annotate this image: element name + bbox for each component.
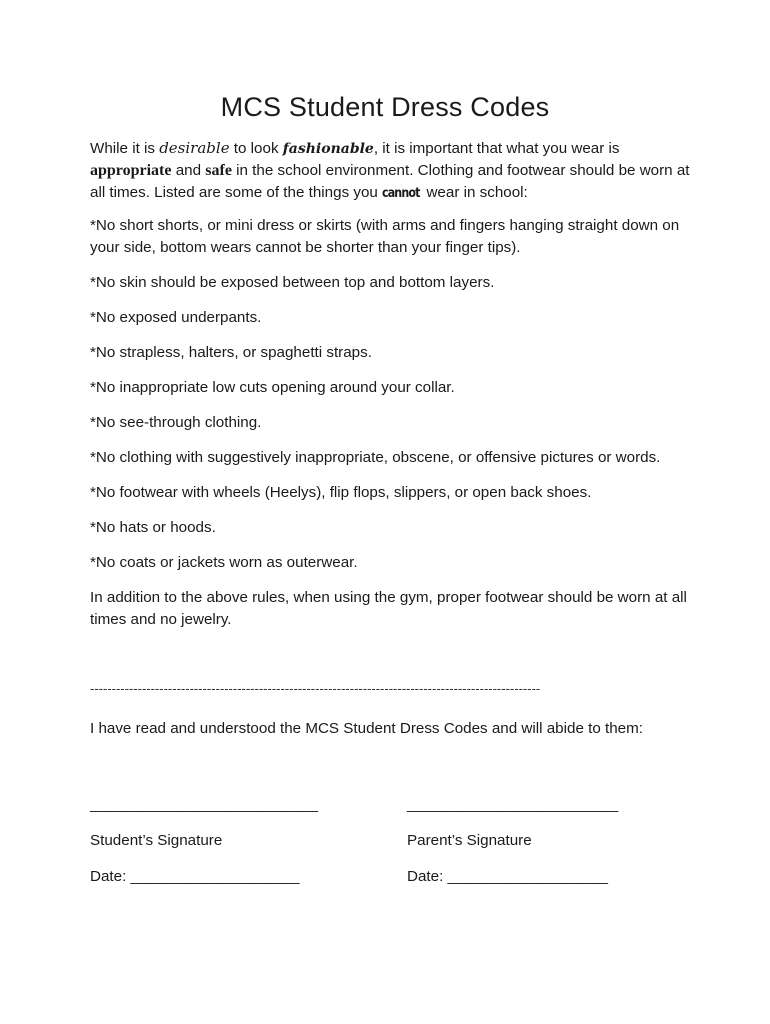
signature-labels-row: [90, 832, 690, 854]
page-title: MCS Student Dress Codes: [220, 92, 550, 122]
emphasis-desirable: desirable: [159, 139, 230, 157]
student-signature-label: Student’s Signature: [90, 832, 223, 849]
intro-text: wear in school:: [422, 184, 528, 201]
document-page: [90, 92, 690, 890]
rule-item: *No strapless, halters, or spaghetti straps.: [90, 344, 372, 361]
intro-text: to look: [229, 140, 283, 157]
rule-item: *No inappropriate low cuts opening around your collar.: [90, 379, 455, 396]
rule-item: *No coats or jackets worn as outerwear.: [90, 554, 358, 571]
signature-dates-row: [90, 868, 690, 890]
rule-item: *No hats or hoods.: [90, 519, 216, 536]
cut-line-divider: --------------------------------------------------------------------------------------------------------: [90, 681, 541, 696]
rule-item: *No short shorts, or mini dress or skirts (with arms and fingers hanging straight down on your side, bottom wears cannot be shorter than your finger tips).: [90, 217, 680, 256]
rule-item: *No clothing with suggestively inappropriate, obscene, or offensive pictures or words.: [90, 449, 661, 466]
student-date-field[interactable]: Date: ____________________: [90, 868, 300, 885]
intro-text: While it is: [90, 140, 160, 157]
parent-date-field[interactable]: Date: ___________________: [407, 868, 609, 885]
emphasis-appropriate: appropriate: [90, 162, 172, 179]
emphasis-cannot: cannot: [382, 186, 420, 201]
gym-note: In addition to the above rules, when using the gym, proper footwear should be worn at all times and no jewelry.: [90, 589, 687, 628]
intro-paragraph: [90, 137, 690, 205]
parent-signature-label: Parent’s Signature: [407, 832, 532, 849]
rule-item: *No footwear with wheels (Heelys), flip flops, slippers, or open back shoes.: [90, 484, 592, 501]
emphasis-safe: safe: [205, 162, 232, 179]
parent-signature-line[interactable]: _________________________: [407, 796, 619, 813]
emphasis-fashionable: fashionable: [282, 141, 374, 157]
rule-item: *No exposed underpants.: [90, 309, 262, 326]
rule-item: *No skin should be exposed between top and bottom layers.: [90, 274, 495, 291]
rule-item: *No see-through clothing.: [90, 414, 262, 431]
rules-list: [90, 215, 690, 574]
intro-text: in the school environment. Clothing and footwear should be worn at all times. Listed are some of the things you: [90, 162, 690, 201]
student-signature-line[interactable]: ___________________________: [90, 796, 319, 813]
acknowledgement-text: I have read and understood the MCS Student Dress Codes and will abide to them:: [90, 720, 643, 737]
intro-text: and: [171, 162, 206, 179]
signature-lines-row: [90, 796, 690, 818]
intro-text: , it is important that what you wear is: [373, 140, 620, 157]
